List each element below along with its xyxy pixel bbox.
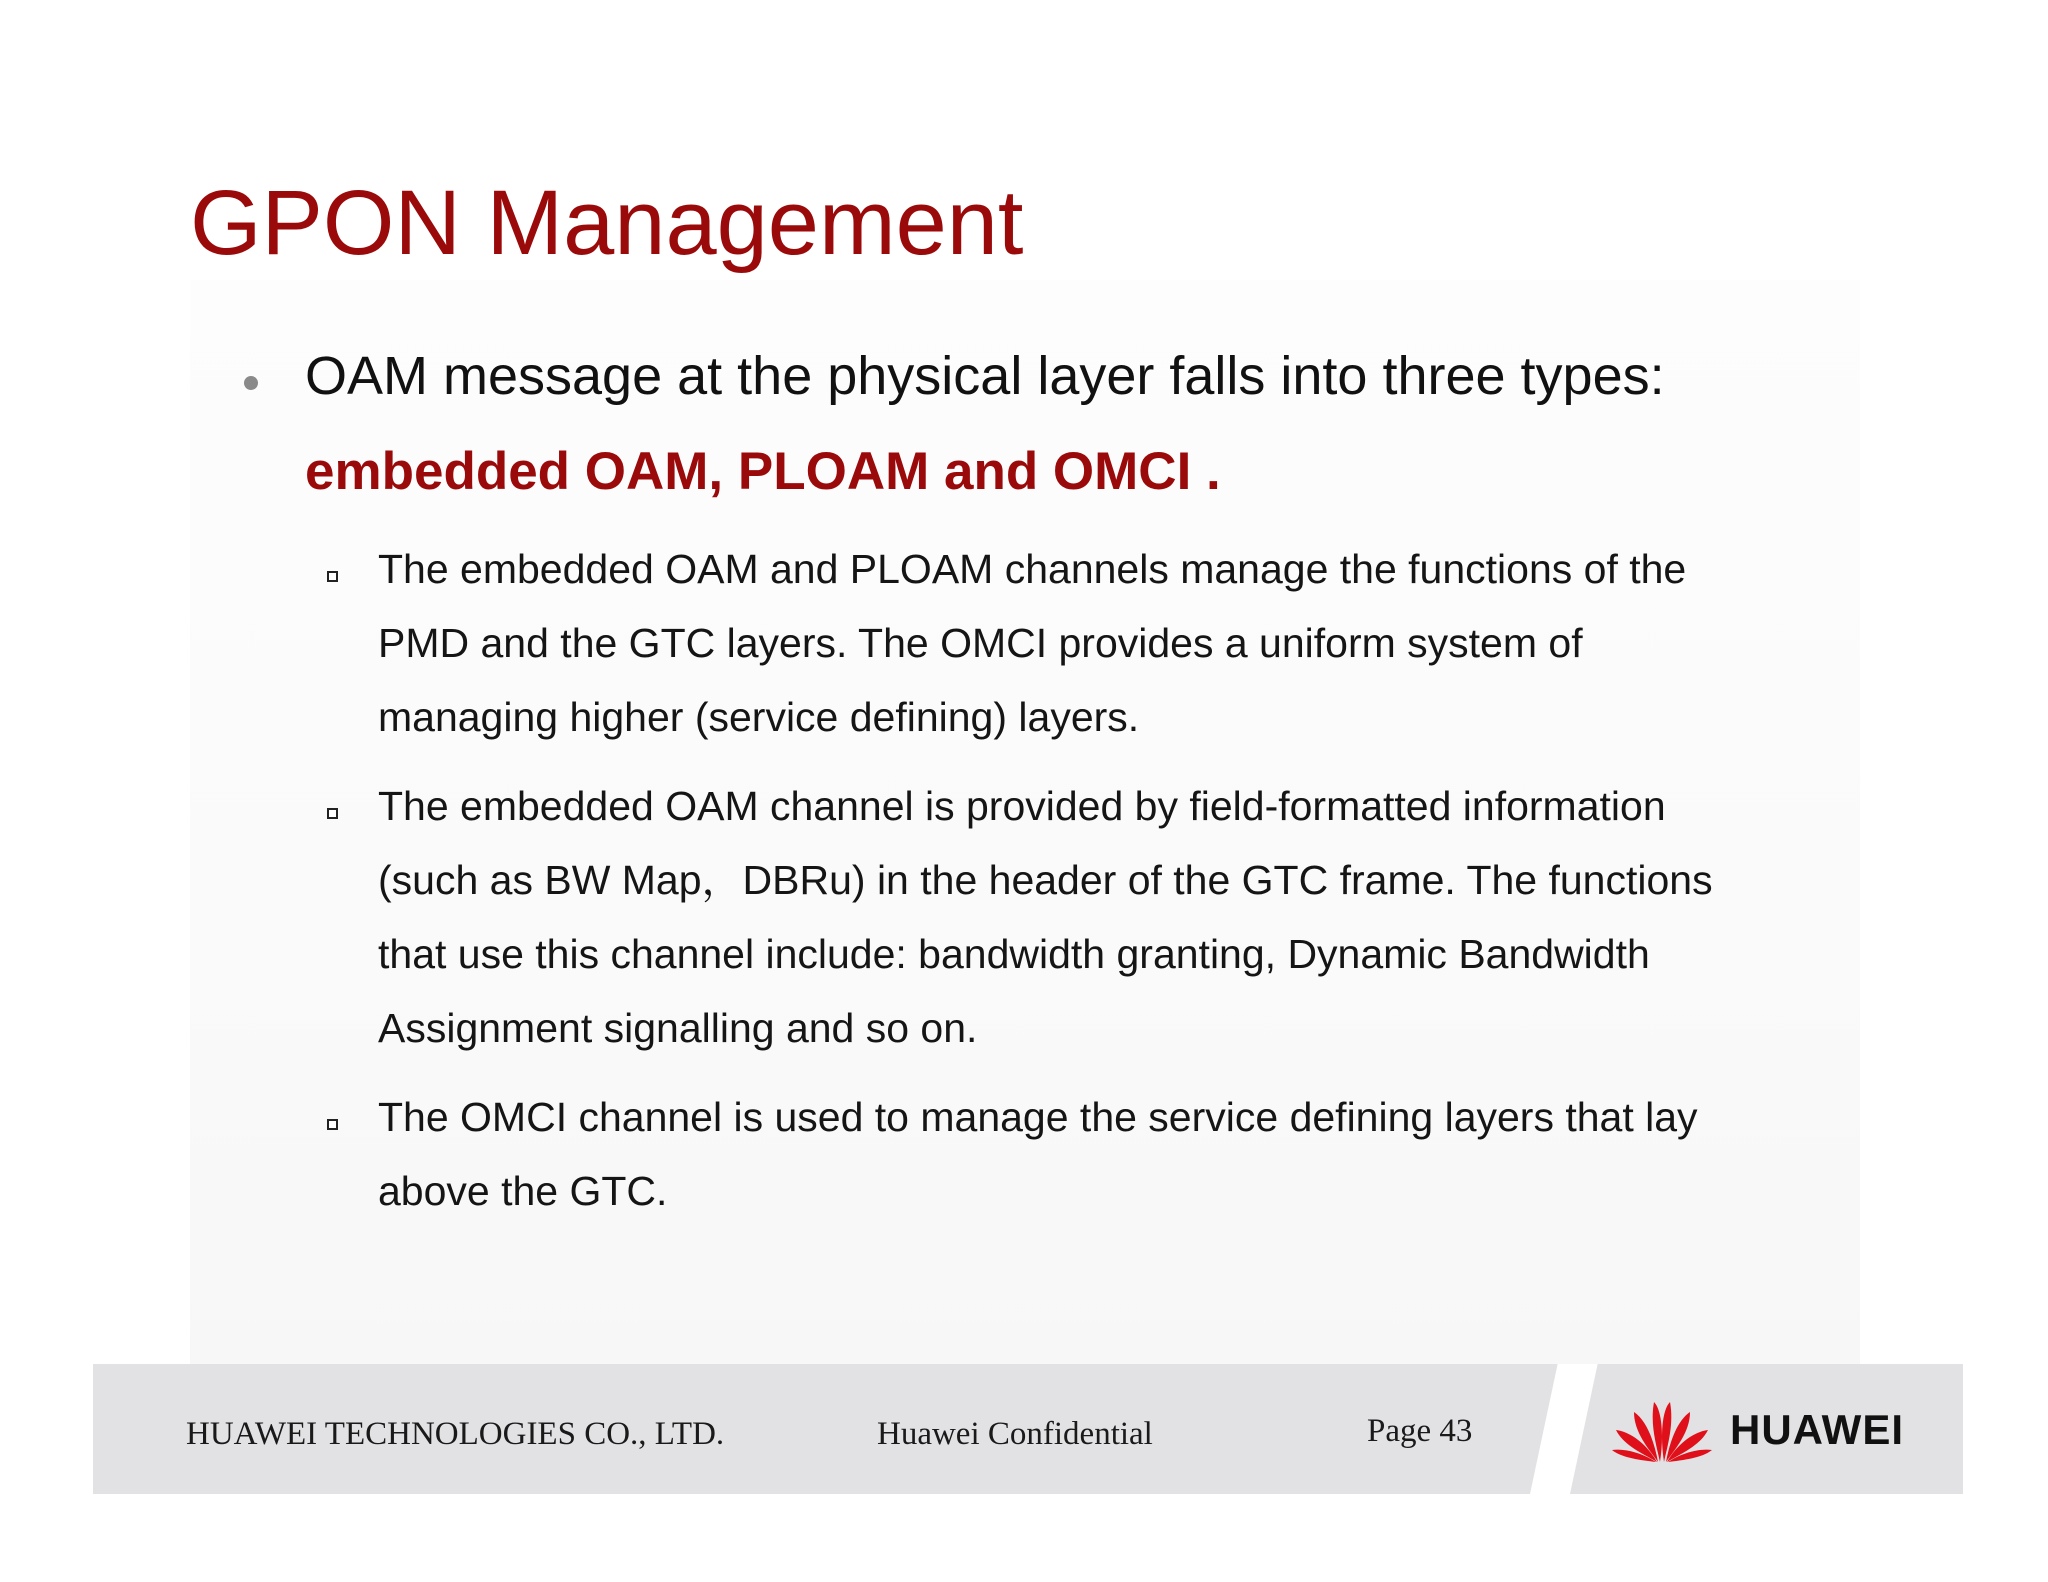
main-bullet-text: OAM message at the physical layer falls into three types: <box>305 346 1665 406</box>
huawei-flower-icon <box>1612 1398 1712 1464</box>
square-bullet-icon <box>327 1119 338 1130</box>
square-bullet-icon <box>327 571 338 582</box>
sub-bullet-line: PMD and the GTC layers. The OMCI provides a uniform system of <box>378 620 1583 666</box>
sub-bullet-line: that use this channel include: bandwidth granting, Dynamic Bandwidth <box>378 931 1650 977</box>
sub-bullet-line: The embedded OAM channel is provided by field-formatted information <box>378 783 1666 829</box>
sub-bullet-line: above the GTC. <box>378 1168 668 1214</box>
page-title: GPON Management <box>190 172 1024 274</box>
square-bullet-icon <box>327 808 338 819</box>
footer-page-number: Page 43 <box>1367 1413 1473 1449</box>
huawei-logo-text: HUAWEI <box>1730 1406 1904 1453</box>
footer-company: HUAWEI TECHNOLOGIES CO., LTD. <box>186 1416 725 1452</box>
sub-bullet-line: The OMCI channel is used to manage the service defining layers that lay <box>378 1094 1698 1140</box>
bullet-dot-icon <box>244 376 258 390</box>
main-bullet-highlight: embedded OAM, PLOAM and OMCI . <box>305 442 1221 501</box>
sub-bullet-line: managing higher (service defining) layers. <box>378 694 1140 740</box>
footer-confidential: Huawei Confidential <box>877 1416 1153 1452</box>
sub-bullet-3 <box>378 1080 1838 1228</box>
huawei-logo <box>1612 1398 1932 1464</box>
sub-bullet-line: Assignment signalling and so on. <box>378 1005 978 1051</box>
sub-bullet-2 <box>378 769 1838 1065</box>
sub-bullet-line: The embedded OAM and PLOAM channels manage the functions of the <box>378 546 1687 592</box>
sub-bullet-line: (such as BW Map，DBRu) in the header of the GTC frame. The functions <box>378 857 1713 903</box>
sub-bullet-1 <box>378 532 1838 754</box>
